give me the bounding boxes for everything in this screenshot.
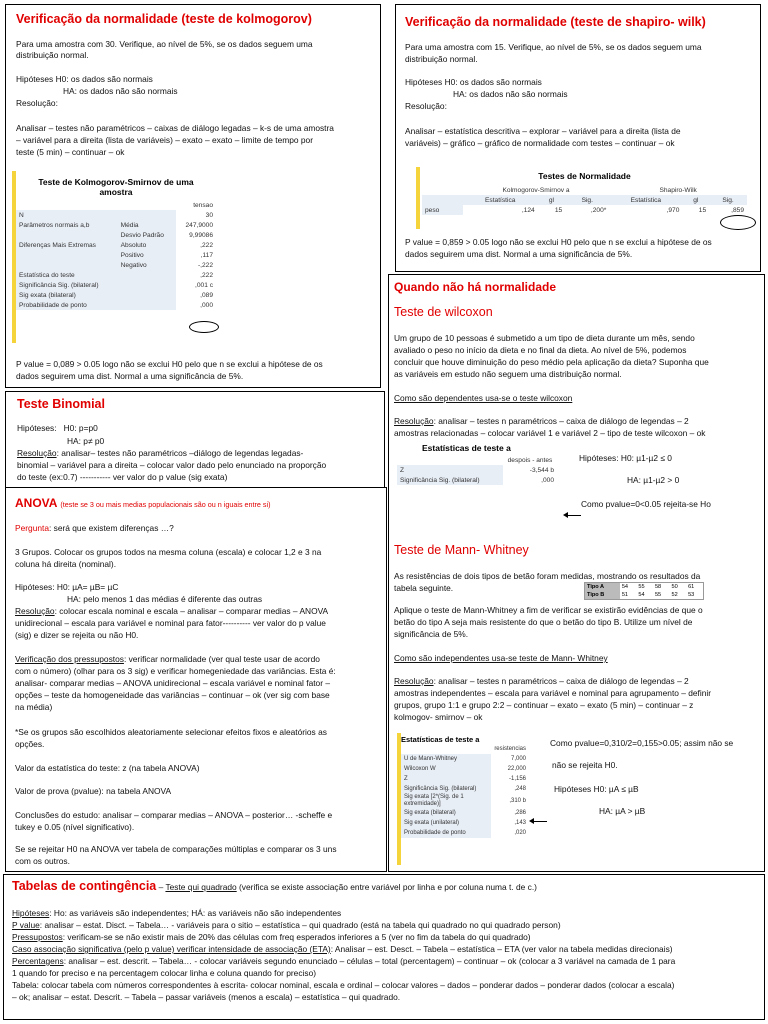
nonnormal-section — [388, 274, 765, 872]
wilcoxon-dependent-note: Como são dependentes usa-se o teste wilcoxon — [394, 393, 573, 403]
kolmogorov-title: Verificação da normalidade (teste de kolmogorov) — [16, 12, 312, 26]
contingency-line — [12, 908, 341, 919]
binomial-hypothesis — [17, 423, 98, 434]
row-sublabel — [118, 270, 177, 280]
table-row — [16, 280, 216, 290]
wilcoxon-hypothesis: HA: µ1-µ2 > 0 — [627, 475, 680, 485]
anova-pvalue: Valor de prova (pvalue): na tabela ANOVA — [15, 786, 172, 796]
row-sublabel: Média — [120, 221, 139, 229]
row-sublabel: Positivo — [120, 251, 144, 259]
table-row — [397, 475, 557, 485]
resolution-text: : analisar– testes não paramétricos –diálogo de legendas legadas- — [56, 448, 304, 458]
cell: 58 — [654, 584, 662, 590]
question-text: : será que existem diferenças …? — [49, 523, 174, 533]
shapiro-text: distribuição normal. — [405, 54, 478, 64]
anova-title — [15, 496, 271, 510]
cell: ,310 b — [509, 798, 526, 804]
row-label: Z — [397, 465, 503, 475]
mann-conclusion: Como pvalue=0,310/2=0,155>0.05; assim não se — [550, 738, 734, 748]
table-title: Teste de Kolmogorov-Smirnov de uma amostra — [38, 177, 194, 197]
table-title: Estatísticas de teste a — [401, 735, 480, 744]
anova-text: 3 Grupos. Colocar os grupos todos na mesma coluna (escala) e colocar 1,2 e 3 na — [15, 547, 322, 557]
shapiro-hyp: Hipóteses H0: os dados são normais — [405, 77, 542, 87]
shapiro-hyp: HA: os dados não são normais — [453, 89, 568, 99]
row-label: Probabilidade de ponto — [401, 828, 491, 838]
highlight-oval — [720, 215, 756, 230]
cell: ,222 — [176, 240, 216, 250]
shapiro-title: Verificação da normalidade (teste de shapiro- wilk) — [405, 15, 706, 29]
mann-resolution: amostras independentes – escala para variável e nominal para agrupamento – definir — [394, 688, 712, 698]
wilcoxon-text: Um grupo de 10 pessoas é submetido a um tipo de dieta durante um mês, sendo — [394, 333, 695, 343]
cell: ,859 — [731, 206, 744, 214]
line-label: Caso associação significativa (pelo p value) verificar intensidade de associação (ETA) — [12, 944, 331, 954]
table-row — [16, 230, 216, 240]
anova-stat: Valor da estatística do teste: z (na tabela ANOVA) — [15, 763, 200, 773]
row-label: Sig exata (bilateral) — [401, 808, 491, 818]
anova-resolution — [15, 606, 328, 617]
binomial-section — [5, 391, 385, 489]
row-label — [16, 230, 118, 240]
kolmogorov-table — [16, 177, 216, 310]
anova-assumptions: na média) — [15, 702, 53, 712]
row-label: N — [19, 211, 24, 219]
binomial-title: Teste Binomial — [17, 397, 105, 411]
anova-title-text: ANOVA — [15, 496, 57, 510]
cell: ,001 c — [176, 280, 216, 290]
anova-assumptions — [15, 654, 320, 665]
shapiro-conclusion: dados seguirem uma dist. Normal a uma significância de 5%. — [405, 249, 633, 259]
kolmogorov-text: – variável para a direita (lista de variáveis) – exato – exato – limite de tempo por — [16, 135, 313, 145]
row-label: Parâmetros normais a,b — [19, 221, 90, 229]
cell: 50 — [671, 584, 678, 590]
assumptions-label: Verificação dos pressupostos — [15, 654, 124, 664]
mann-stats-data-table — [401, 744, 529, 838]
table-row — [401, 764, 529, 774]
mann-text: Aplique o teste de Mann-Whitney a fim de verificar se existirão evidências de que o — [394, 605, 703, 615]
anova-assumptions: com o número) (olhar para os 3 sig) e verificar homegeniedade das variâncias. Esta é: — [15, 666, 336, 676]
anova-resolution: unidirecional – escala para variável e nominal para fator---------- ver valor do p value — [15, 618, 326, 628]
row-label: Estatística do teste — [19, 271, 75, 279]
resolution-text: : colocar escala nominal e escala – analisar – comparar medias – ANOVA — [54, 606, 329, 616]
table-row — [16, 270, 216, 280]
cell: ,089 — [176, 290, 216, 300]
group-header: Shapiro-Wilk — [659, 186, 697, 194]
anova-reject-note: Se se rejeitar H0 na ANOVA ver tabela de comparações múltiplas e comparar os 3 uns — [15, 844, 337, 854]
column-header: Estatística — [630, 196, 662, 204]
resolution-text: : analisar – testes n paramétricos – caixa de diálogo de legendas – 2 — [433, 416, 689, 426]
contingency-section — [3, 874, 765, 1020]
cell: 52 — [671, 592, 678, 598]
anova-note: *Se os grupos são escolhidos aleatoriamente selecionar efeitos fixos e aleatórios as — [15, 727, 327, 737]
row-sublabel: Negativo — [120, 261, 147, 269]
line-text: : Ho: as variáveis são independentes; HÁ: as variáveis não são independentes — [49, 908, 342, 918]
row-sublabel: Desvio Padrão — [120, 231, 164, 239]
column-header: despois - antes — [507, 456, 553, 464]
cell: 30 — [176, 210, 216, 220]
table-title: Estatísticas de teste a — [422, 443, 511, 453]
row-label: Diferenças Mais Extremas — [19, 241, 96, 249]
anova-subtitle: (teste se 3 ou mais medias populacionais são ou n iguais entre si) — [60, 500, 271, 509]
table-row — [16, 210, 216, 220]
anova-conclusion: tukey e 0.05 (nível significativo). — [15, 822, 135, 832]
cell: 9,99086 — [176, 230, 216, 240]
row-sublabel — [118, 210, 177, 220]
cell: ,286 — [514, 810, 526, 816]
cell: ,000 — [176, 300, 216, 310]
cell: ,124 — [521, 206, 535, 214]
mann-text: As resistências de dois tipos de betão foram medidas, mostrando os resultados da — [394, 571, 701, 581]
table-highlight-bar — [416, 167, 420, 229]
wilcoxon-title: Teste de wilcoxon — [394, 305, 493, 319]
contingency-line: – ok; analisar – estat. Descrit. – Tabela – passar variáveis (menos a escala) – estatística – qui quadrado. — [12, 992, 401, 1002]
mann-data-table — [584, 582, 704, 600]
shapiro-text: variáveis) – gráfico – gráfico de normalidade com testes – continuar – ok — [405, 138, 675, 148]
table-row — [16, 290, 216, 300]
anova-note: opções. — [15, 739, 45, 749]
row-label: Tipo B — [585, 591, 620, 600]
group-header: Kolmogorov-Smirnov a — [502, 186, 570, 194]
anova-hypothesis: HA: pelo menos 1 das médias é diferente das outras — [67, 594, 263, 604]
anova-assumptions: analisar- comparar medias – ANOVA unidirecional – escala variável e nominal fator – — [15, 678, 330, 688]
table-row — [401, 808, 529, 818]
kolmogorov-text: teste (5 min) – continuar – ok — [16, 147, 125, 157]
contingency-line — [12, 932, 531, 943]
resolution-label: Resolução — [15, 606, 55, 616]
mann-resolution: grupos, grupo 1:1 e grupo 2:2 – continuar – exato – exato (5 min) – continuar – z — [394, 700, 694, 710]
contingency-title: Tabelas de contingência — [12, 879, 157, 893]
mann-conclusion: não se rejeita H0. — [552, 760, 618, 770]
cell: ,020 — [514, 830, 526, 836]
line-text: : Analisar – est. Desct. – Tabela – estatística – ETA (ver valor na tabela medidas direcionais) — [330, 944, 673, 954]
pointer-arrow — [533, 821, 547, 822]
contingency-description: (verifica se existe associação entre variável por linha e por coluna numa t. de c.) — [236, 882, 537, 892]
binomial-resolution: do teste (ex:0.7) ----------- ver valor do p value (sig exata) — [17, 472, 228, 482]
cell: ,117 — [176, 250, 216, 260]
column-header: resistencias — [494, 746, 526, 752]
anova-conclusion: Conclusões do estudo: analisar – comparar medias – ANOVA – posterior… -scheffe e — [15, 810, 333, 820]
shapiro-table — [422, 171, 747, 215]
contingency-line — [12, 944, 673, 955]
binomial-resolution: binomial – variável para a direita – colocar valor dado pelo enunciado na proporção — [17, 460, 327, 470]
table-row — [401, 794, 529, 808]
cell: 7,000 — [510, 756, 526, 762]
cell: 15 — [698, 206, 707, 214]
row-label: Probabilidade de ponto — [19, 301, 87, 309]
contingency-line: Tabela: colocar tabela com números correspondentes à escrita- colocar nominal, escala e ordinal – colocar valores – dados – ponderar dados – ponderar dados (colocar a escala) — [12, 980, 675, 990]
row-label: peso — [422, 205, 463, 215]
separator: – — [156, 882, 166, 892]
cell: 22,000 — [507, 766, 526, 772]
cell: 55 — [638, 584, 645, 590]
kolmogorov-text: Para uma amostra com 30. Verifique, ao nível de 5%, se os dados seguem uma — [16, 39, 313, 49]
kolmogorov-data-table — [16, 200, 216, 310]
cell: 61 — [688, 584, 695, 590]
column-header: Sig. — [722, 196, 734, 204]
question-label: Pergunta — [15, 523, 49, 533]
row-label: Z — [401, 774, 491, 784]
table-title: Testes de Normalidade — [538, 171, 631, 181]
resolution-label: Resolução — [394, 416, 434, 426]
wilcoxon-resolution — [394, 416, 689, 427]
cell: ,143 — [514, 820, 526, 826]
row-sublabel — [118, 280, 177, 290]
cell: 247,9000 — [176, 220, 216, 230]
column-header: Sig. — [581, 196, 593, 204]
resolution-label: Resolução — [394, 676, 434, 686]
column-header: tensao — [193, 201, 213, 209]
mann-hypothesis: HA: µA > µB — [599, 806, 646, 816]
kolmogorov-conclusion: dados seguirem uma dist. Normal a uma significância de 5%. — [16, 371, 244, 381]
column-header: gl — [693, 196, 699, 204]
cell: 51 — [621, 592, 629, 598]
cell: -3,544 b — [529, 466, 554, 474]
table-row — [585, 583, 704, 592]
line-label: P value — [12, 920, 40, 930]
table-row — [401, 784, 529, 794]
cell: ,000 — [541, 476, 554, 484]
table-row — [16, 240, 216, 250]
cell: ,222 — [176, 270, 216, 280]
row-label: U de Mann-Whitney — [401, 754, 491, 764]
wilcoxon-hypothesis: Hipóteses: H0: µ1-µ2 ≤ 0 — [579, 453, 672, 463]
mann-independent-note: Como são independentes usa-se teste de Mann- Whitney — [394, 653, 608, 663]
row-label: Sig exata (bilateral) — [19, 291, 76, 299]
pointer-arrow — [567, 515, 581, 516]
kolmogorov-text: Resolução: — [16, 98, 58, 108]
highlight-oval — [189, 321, 219, 333]
kolmogorov-hyp: Hipóteses H0: os dados são normais — [16, 74, 153, 84]
contingency-heading — [12, 881, 537, 893]
table-row — [16, 220, 216, 230]
anova-hypothesis: Hipóteses: H0: µA= µB= µC — [15, 582, 119, 592]
row-label: Significância Sig. (bilateral) — [397, 475, 503, 485]
table-row — [16, 250, 216, 260]
line-label: Hipóteses — [12, 908, 50, 918]
shapiro-text: Resolução: — [405, 101, 447, 111]
table-row — [16, 260, 216, 270]
anova-reject-note: com os outros. — [15, 856, 70, 866]
cell: 55 — [654, 592, 662, 598]
contingency-line — [12, 920, 561, 931]
kolmogorov-text: Analisar – testes não paramétricos – caixas de diálogo legadas – k-s de uma amostra — [16, 123, 334, 133]
shapiro-section — [395, 4, 761, 272]
contingency-subtitle: Teste qui quadrado — [165, 882, 237, 892]
line-label: Pressupostos — [12, 932, 63, 942]
table-row — [422, 205, 747, 215]
row-sublabel: Absoluto — [120, 241, 147, 249]
anova-section — [5, 487, 387, 872]
line-text: : analisar – estat. Disct. – Tabela… - variáveis para o sitio – estatística – qui quadrado (está na tabela qui quadrado no qui quadrado person) — [39, 920, 561, 930]
cell: ,200* — [590, 206, 607, 214]
line-text: : analisar – est. descrit. – Tabela… - colocar variáveis segundo enunciado – células – total (percentagem) – continuar – ok (colocar a 3 variável na camada de 1 para — [63, 956, 676, 966]
shapiro-conclusion: P value = 0,859 > 0.05 logo não se exclui H0 pelo que n se exclui a hipótese de os — [405, 237, 712, 247]
column-header: gl — [548, 196, 555, 204]
cell: -1,156 — [508, 776, 526, 782]
row-sublabel — [118, 300, 177, 310]
wilcoxon-data-table — [397, 455, 557, 485]
binomial-hypothesis: HA: p≠ p0 — [67, 436, 105, 446]
kolmogorov-section — [5, 4, 381, 388]
contingency-line: 1 quando for preciso e na percentagem colocar linha e coluna quando for preciso) — [12, 968, 317, 978]
table-row — [397, 465, 557, 475]
nonnormal-title: Quando não há normalidade — [394, 280, 557, 294]
row-label: Tipo A — [585, 583, 620, 592]
mann-hypothesis: Hipóteses H0: µA ≤ µB — [554, 784, 639, 794]
hyp-label: Hipóteses: — [17, 423, 57, 433]
table-row — [16, 300, 216, 310]
table-row — [401, 818, 529, 828]
resolution-label: Resolução — [17, 448, 57, 458]
cell: ,970 — [666, 206, 680, 214]
mann-stats-table — [401, 735, 529, 838]
row-label — [16, 250, 118, 260]
mann-title: Teste de Mann- Whitney — [394, 543, 529, 557]
row-label: Significância Sig. (bilateral) — [401, 784, 491, 794]
row-label — [16, 260, 118, 270]
kolmogorov-conclusion: P value = 0,089 > 0.05 logo não se exclui H0 pelo que n se exclui a hipótese de os — [16, 359, 323, 369]
table-row — [585, 591, 704, 600]
anova-assumptions: opções – teste da homogeneidade das variâncias – continuar – ok (ver sig com base — [15, 690, 330, 700]
cell: -,222 — [176, 260, 216, 270]
row-sublabel — [118, 290, 177, 300]
table-row — [401, 828, 529, 838]
assumptions-text: : verificar normalidade (ver qual teste usar de acordo — [123, 654, 320, 664]
table-row — [401, 774, 529, 784]
hyp-h0: H0: p=p0 — [63, 423, 98, 433]
wilcoxon-table — [397, 443, 557, 485]
mann-text: significância de 5%. — [394, 629, 469, 639]
cell: ,248 — [514, 786, 526, 792]
cell: 15 — [554, 206, 563, 214]
shapiro-text: Para uma amostra com 15. Verifique, ao nível de 5%, se os dados seguem uma — [405, 42, 702, 52]
wilcoxon-resolution: amostras relacionadas – colocar variável 1 e variável 2 – tipo de teste wilcoxon – ok — [394, 428, 706, 438]
row-label: Sig exata [2*(Sig. de 1 extremidade)] — [401, 794, 491, 808]
mann-text: tabela seguinte. — [394, 583, 454, 593]
mann-resolution: kolmogov- smirnov – ok — [394, 712, 483, 722]
wilcoxon-text: as variáveis em estudo não seguem uma distribuição normal. — [394, 369, 622, 379]
anova-question — [15, 523, 174, 534]
row-label: Sig exata (unilateral) — [401, 818, 491, 828]
cell: 53 — [688, 592, 695, 598]
cell: 54 — [621, 584, 629, 590]
shapiro-text: Analisar – estatística descritiva – explorar – variável para a direita (lista de — [405, 126, 681, 136]
column-header: Estatística — [485, 196, 516, 204]
kolmogorov-text: distribuição normal. — [16, 50, 89, 60]
resolution-text: : analisar – testes n paramétricos – caixa de diálogo de legendas – 2 — [433, 676, 689, 686]
line-text: : verificam-se se não existir mais de 20% das células com freq esperados inferiores a 5 (ver no fim da tabela do qui quadrado) — [62, 932, 531, 942]
contingency-line — [12, 956, 675, 967]
row-label: Significância Sig. (bilateral) — [19, 281, 99, 289]
kolmogorov-hyp: HA: os dados não são normais — [63, 86, 178, 96]
cell: 54 — [638, 592, 645, 598]
wilcoxon-text: concluir que houve diminuição do peso médio pela aplicação da dieta? Suponha que — [394, 357, 709, 367]
shapiro-data-table — [422, 185, 747, 215]
anova-resolution: (sig) e dizer se rejeita ou não H0. — [15, 630, 139, 640]
mann-resolution — [394, 676, 689, 687]
wilcoxon-text: avaliado o peso no início da dieta e no final da dieta. Ao nível de 5%, podemos — [394, 345, 687, 355]
anova-text: coluna há direita (nominal). — [15, 559, 117, 569]
row-label: Wilcoxon W — [401, 764, 491, 774]
wilcoxon-hypothesis: Como pvalue=0<0.05 rejeita-se Ho — [581, 499, 711, 509]
binomial-resolution — [17, 448, 303, 459]
mann-text: betão do tipo A seja mais resistente do que o betão do tipo B. Utilize um nível de — [394, 617, 693, 627]
table-row — [401, 754, 529, 764]
line-label: Percentagens — [12, 956, 64, 966]
